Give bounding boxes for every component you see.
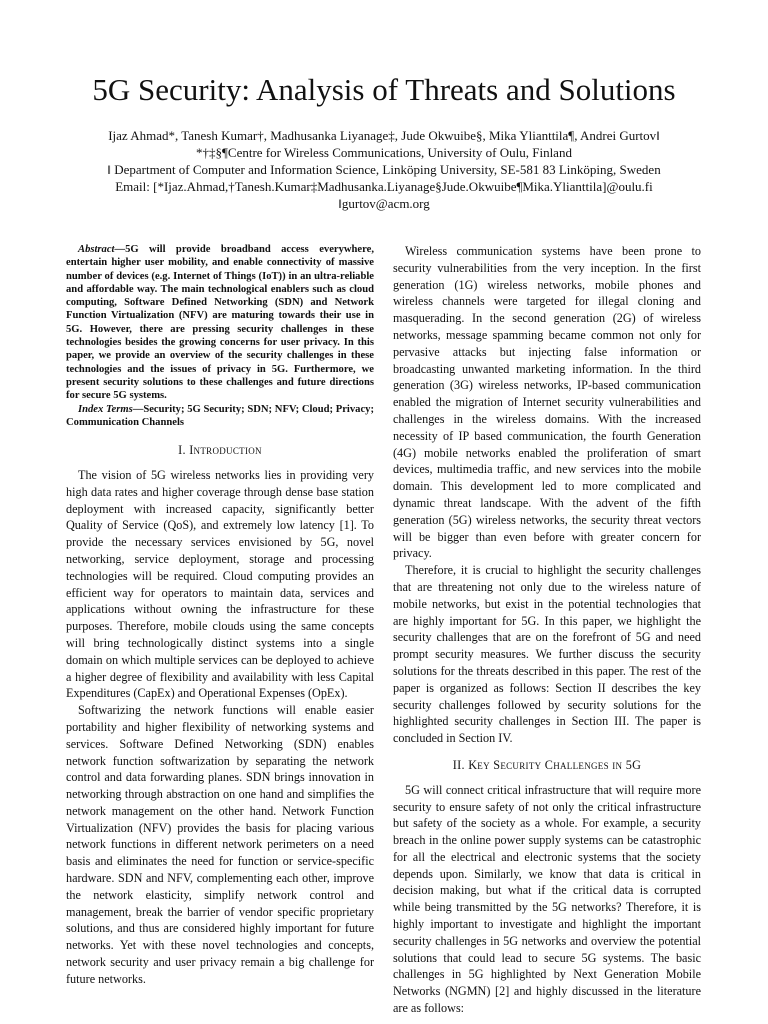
- paper-title: 5G Security: Analysis of Threats and Solutions: [92, 72, 676, 107]
- email-line-gurtov: ‖gurtov@acm.org: [338, 196, 430, 211]
- abstract: [66, 243, 374, 429]
- index-terms-text: —Security; 5G Security; SDN; NFV; Cloud; Privacy; Communication Channels: [66, 403, 374, 428]
- intro-paragraph-2: Softwarizing the network functions will enable easier portability and higher flexibility of networking systems and services. Software Defined Networking (SDN) enables network function softwarization by separating the network control and data forwarding planes. SDN brings innovation in networking through abstraction on one hand and simplifies the network management on the other hand. Network Function Virtualization (NFV) provides the basis for placing various network functions in different network perimeters on a need basis and eliminates the need for function or service-specific hardware. SDN and NFV, complementing each other, improve the network elasticity, simplify network control and management, break the barrier of vendor specific proprietary solutions, and thus are considered highly important for future networks. Yet with these novel technologies and concepts, network security and user privacy remain a big challenge for future networks.: [66, 703, 374, 986]
- author-block: [20, 127, 748, 212]
- abstract-paragraph: [66, 243, 374, 403]
- affiliation-linkoping: ‖ Department of Computer and Information Science, Linköping University, SE-581 83 Linköping, Sweden: [107, 162, 661, 177]
- email-line: Email: [*Ijaz.Ahmad,†Tanesh.Kumar‡Madhusanka.Liyanage§Jude.Okwuibe¶Mika.Ylianttila]@oulu.fi: [115, 179, 653, 194]
- intro-paragraph-1: The vision of 5G wireless networks lies in providing very high data rates and higher coverage through dense base station deployment with increased capacity, significantly better Quality of Service (QoS), and extremely low latency [1]. To provide the necessary services envisioned by 5G, novel networking, service deployment, storage and processing technologies will be required. Cloud computing provides an efficient way for operators to maintain data, services and applications without owning the infrastructure for these purposes. Therefore, mobile clouds using the same concepts will bring technologically distinct systems into a single domain on which multiple services can be deployed to achieve a higher degree of flexibility and availability with less Capital Expenditures (CapEx) and Operational Expenses (OpEx).: [66, 467, 374, 701]
- intro-paragraph-3: Wireless communication systems have been prone to security vulnerabilities from the very inception. In the first generation (1G) wireless networks, mobile phones and wireless channels were targeted for illegal cloning and masquerading. In the second generation (2G) of wireless networks, message spamming became common not only for pervasive attacks but injecting false information or broadcasting unwanted marketing information. In the third generation (3G) wireless networks, IP-based communication enabled the migration of Internet security vulnerabilities and challenges in the wireless domains. With the increased necessity of IP based communication, the fourth Generation (4G) mobile networks enabled the proliferation of smart devices, multimedia traffic, and new services into the mobile domain. This development led to more complicated and dynamic threat landscape. With the advent of the fifth generation (5G) wireless networks, the security threat vectors will be bigger than even before with greater concern for privacy.: [393, 244, 701, 561]
- abstract-text: —5G will provide broadband access everywhere, entertain higher user mobility, and enable connectivity of massive number of devices (e.g. Internet of Things (IoT)) in an ultra-reliable and affordable way. The main technological enablers such as cloud computing, Software Defined Networking (SDN) and Network Function Virtualization (NFV) are maturing towards their use in 5G. However, there are pressing security challenges in these technologies besides the growing concerns for user privacy. In this paper, we provide an overview of the security challenges in these technologies and the issues of privacy in 5G. Furthermore, we present security solutions to these challenges and future directions for secure 5G systems.: [66, 244, 374, 402]
- left-column: [66, 243, 374, 988]
- right-column: [393, 243, 701, 1017]
- section-heading-introduction: I. Introduction: [178, 443, 262, 458]
- intro-paragraph-4: Therefore, it is crucial to highlight the security challenges that are threatening not only due to the wireless nature of mobile networks, but exist in the potential technologies that are highly important for 5G. In this paper, we highlight the security challenges that are on the forefront of 5G and need prompt security measures. We further discuss the security solutions for the threats described in this paper. The rest of the paper is organized as follows: Section II describes the key security challenges followed by security solutions for the highlighted security challenges in Section III. The paper is concluded in Section IV.: [393, 563, 701, 746]
- authors-line: Ijaz Ahmad*, Tanesh Kumar†, Madhusanka Liyanage‡, Jude Okwuibe§, Mika Ylianttila¶, Andrei Gurtov‖: [108, 128, 660, 143]
- index-terms-label: Index Terms: [78, 403, 133, 415]
- index-terms: [66, 403, 374, 430]
- abstract-label: Abstract: [78, 244, 115, 255]
- section2-paragraph-1: 5G will connect critical infrastructure that will require more security to ensure safety of not only the critical infrastructure but safety of the society as a whole. For example, a security breach in the online power supply systems can be catastrophic for all the electrical and electronic systems that the society depends upon. Similarly, we know that data is critical in decision making, but what if the critical data is corrupted while being transmitted by the 5G networks? Therefore, it is highly important to investigate and highlight the important security challenges in 5G networks and overview the potential solutions that could lead to secure 5G systems. The basic challenges in 5G highlighted by Next Generation Mobile Networks (NGMN) [2] and highly discussed in the literature are as follows:: [393, 782, 701, 1016]
- affiliation-oulu: *†‡§¶Centre for Wireless Communications, University of Oulu, Finland: [196, 145, 572, 160]
- section-heading-key-challenges: II. Key Security Challenges in 5G: [452, 757, 642, 772]
